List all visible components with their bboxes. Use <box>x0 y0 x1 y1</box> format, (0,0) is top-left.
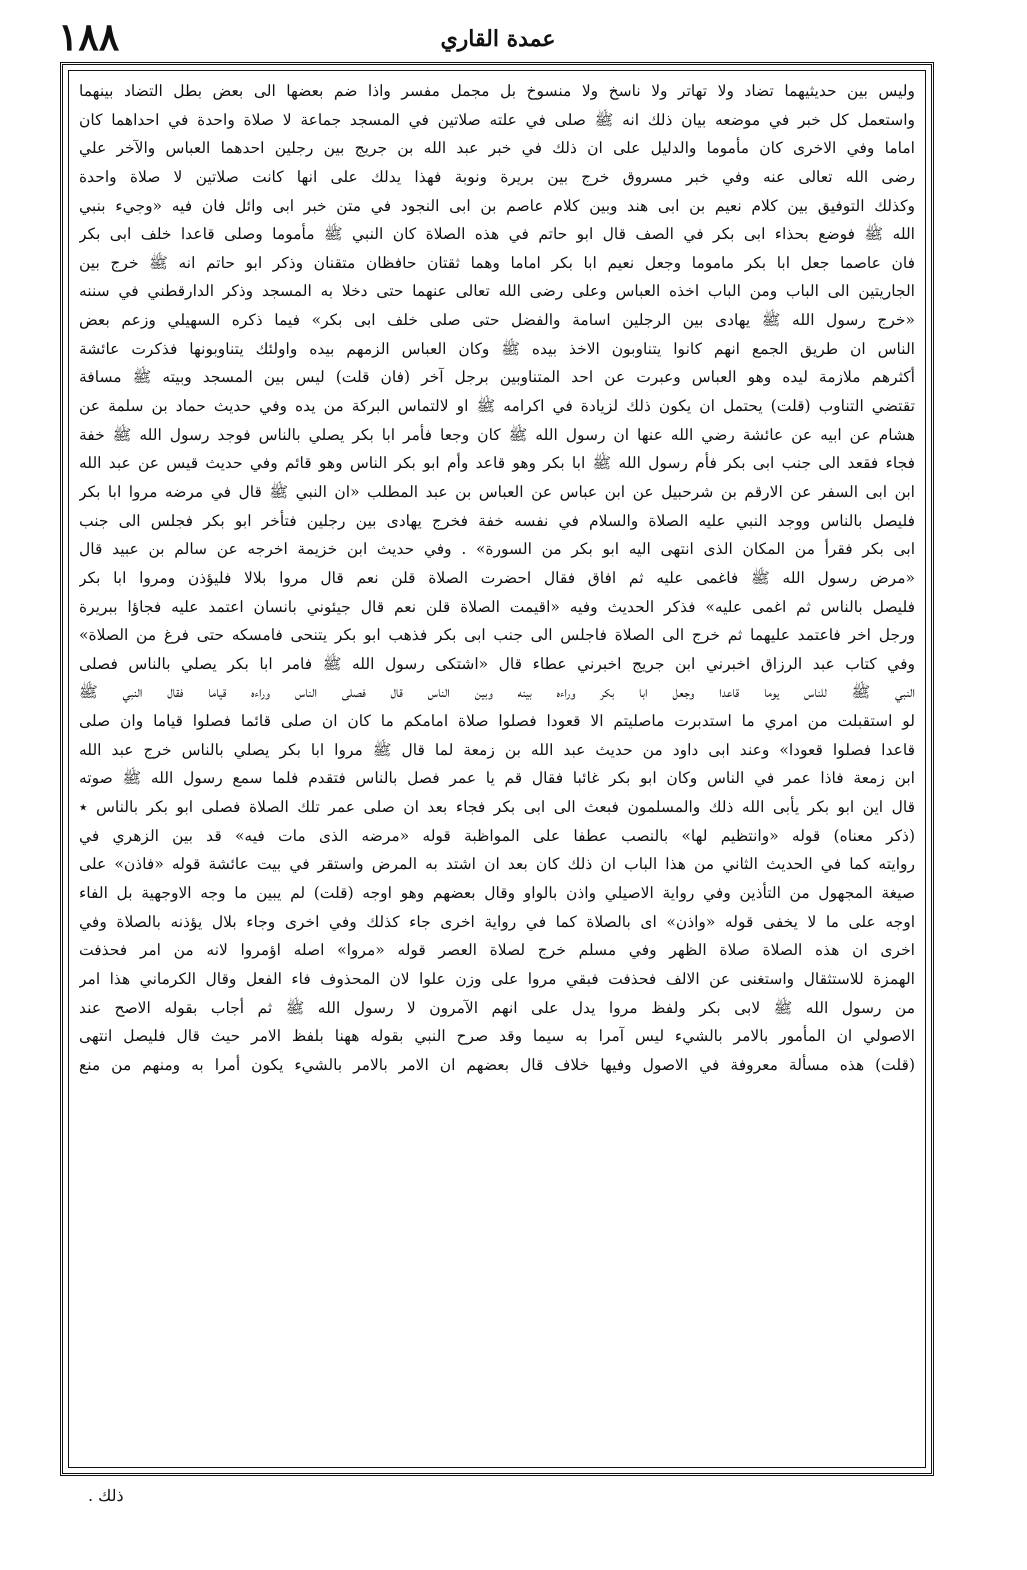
page-number: ١٨٨ <box>58 14 120 59</box>
text-line: فليصل بالناس ثم اغمى عليه» فذكر الحديث وفيه «اقيمت الصلاة قلن نعم قال جيئوني بانسان اعتمد عليه فجاؤا ببريرة <box>79 597 915 616</box>
text-line: واستعمل كل خبر في موضعه بيان ذلك انه ﷺ صلى في علته صلاتين في المسجد جماعة لا صلاة واحدة في احداهما كان <box>79 110 915 129</box>
text-line: ابى بكر فقرأ من المكان الذى انتهى اليه ابو بكر من السورة» . وفي حديث ابن خزيمة اخرجه عن سالم بن عبيد قال <box>79 540 915 559</box>
text-line: وليس بين حديثيهما تضاد ولا تهاتر ولا ناسخ ولا منسوخ بل مجمل مفسر واذا ضم بعضها الى بعض بطل التضاد بينهما <box>79 82 915 100</box>
text-line: لو استقبلت من امري ما استدبرت ماصليتم الا قعودا فصلوا صلاة امامكم ما كان ان صلى قائما فصلوا قياما وان صلى <box>79 712 915 731</box>
text-line: ورجل اخر فاعتمد عليهما ثم خرج الى الصلاة فاجلس الى جنب ابى بكر فذهب ابو بكر يتنحى فامسكه حتى فرغ من الصلاة» <box>79 626 915 645</box>
page-frame-inner-rule <box>68 70 926 1468</box>
text-line: من رسول الله ﷺ لابى بكر ولفظ مروا يدل على انهم الآمرون لا رسول الله ﷺ ثم أجاب بقوله الاصح عند <box>79 998 915 1017</box>
text-line: قال اين ابو بكر يأبى الله ذلك والمسلمون فبعث الى ابى بكر فجاء بعد ان صلى عمر تلك الصلاة فصلى ابو بكر بالناس ٭ <box>79 798 915 817</box>
text-line: فجاء فقعد الى جنب ابى بكر فأم رسول الله ﷺ ابا بكر وهو قاعد وأم ابو بكر الناس وهو قائم وفي حديث قيس عن عبد الله <box>79 454 915 473</box>
text-line: الجاريتين الى الباب ومن الباب اخذه العباس وعلى رضى الله تعالى عنهما حتى دخلا به المسجد وذكر الدارقطني في سننه <box>79 282 915 301</box>
text-line: صيغة المجهول من التأذين وفي رواية الاصيلي واذن بالواو وقال بعضهم وهو اوجه (قلت) لم يبين ما وجه الاوجهية بل الفاء <box>79 883 915 902</box>
text-line: روايته كما في الحديث الثاني من هذا الباب ان ذلك كان بعد ان اشتد به المرض واستقر في بيت عائشة قوله «فاذن» على <box>79 855 915 874</box>
text-line: فان عاصما جعل ابا بكر ماموما وجعل نعيم ابا بكر اماما وهما ثقتان حافظان متقنان وذكر ابو حاتم انه ﷺ خرج بين <box>79 253 915 272</box>
text-line: أكثرهم ملازمة ليده وهو العباس وعبرت عن احد المتناوبين برجل آخر (فان قلت) ليس بين المسجد وبيته ﷺ مسافة <box>79 368 915 387</box>
running-title: عمدة القاري <box>440 26 556 52</box>
text-line: فليصل بالناس ووجد النبي عليه الصلاة والسلام في نفسه خفة فخرج يهادى بين رجلين فتأخر ابو بكر فجلس الى جنب <box>79 511 915 530</box>
text-line: «خرج رسول الله ﷺ يهادى بين الرجلين اسامة والفضل حتى صلى خلف ابى بكر» فيما ذكره السهيلي وزعم بعض <box>79 311 915 330</box>
text-line: وفي كتاب عبد الرزاق اخبرني ابن جريج اخبرني عطاء قال «اشتكى رسول الله ﷺ فامر ابا بكر يصلي بالناس فصلى <box>79 654 915 673</box>
text-line: قاعدا فصلوا قعودا» وعند ابى داود من حديث عبد الله بن زمعة لما قال ﷺ مروا ابا بكر يصلي بالناس خرج عبد الله <box>79 740 915 759</box>
text-line: اماما وفي الاخرى كان مأموما والدليل على ان ذلك في خبر عبد الله بن جريج بين رجلين احدهما العباس والآخر علي <box>79 139 915 158</box>
text-line: رضى الله تعالى عنه وفي خبر مسروق خرج بين بريرة ونوبة فهذا يدلك على انها كانت صلاتين لا صلاة واحدة <box>79 167 915 186</box>
text-line: الاصولي ان المأمور بالامر بالشيء ليس آمرا به سيما وقد صرح النبي بقوله ههنا بلفظ الامر حيث قال فليصل انتهى <box>79 1027 915 1046</box>
text-line: (قلت) هذه مسألة معروفة في الاصول وفيها خلاف قال بعضهم ان الامر بالامر بالشيء يكون أمرا به ومنهم من منع <box>79 1055 915 1074</box>
catchword: ذلك . <box>88 1486 124 1505</box>
text-line: اخرى ان هذه الصلاة صلاة الظهر وفي مسلم خرج لصلاة العصر قوله «مروا» اصله اؤمروا لانه من امر فحذفت <box>79 941 915 960</box>
text-line: الله ﷺ فوضع بحذاء ابى بكر في الصف قال ابو حاتم في هذه الصلاة كان النبي ﷺ مأموما وصلى قاعدا خلف ابى بكر <box>79 225 915 244</box>
page-frame <box>60 62 934 1476</box>
text-line: وكذلك التوفيق بين كلام نعيم بن ابى هند وبين كلام عاصم بن ابى النجود في متن خبر ابى وائل فان فيه «وجيء بنبي <box>79 196 915 215</box>
text-line: الهمزة للاستثقال واستغنى عن الالف فحذفت فبقي مروا على وزن علوا لان المحذوف فاء الفعل وقال الكرماني هذا امر <box>79 969 915 988</box>
text-line: الناس ان طريق الجمع انهم كانوا يتناوبون الاخذ بيده ﷺ وكان العباس الزمهم بيده واولئك يتناوبونها فذكرت عائشة <box>79 339 915 358</box>
text-line: ابن زمعة فاذا عمر في الناس وكان ابو بكر غائبا فقال قم يا عمر فصل بالناس فتقدم فلما سمع رسول الله ﷺ صوته <box>79 769 915 788</box>
text-line: اوجه على ما لا يخفى قوله «واذن» اى بالصلاة كما في رواية اخرى جاء كذلك وفي اخرى وجاء بلال يؤذنه بالصلاة وفي <box>79 912 915 931</box>
text-line: «مرض رسول الله ﷺ فاغمى عليه ثم افاق فقال احضرت الصلاة قلن نعم قال مروا بلالا فليؤذن ومروا ابا بكر <box>79 568 915 587</box>
text-line: (ذكر معناه) قوله «وانتظيم لها» بالنصب عطفا على المواظبة قوله «مرضه الذى مات فيه» قد بين الزهري في <box>79 826 915 845</box>
text-line: تقتضي التناوب (قلت) يحتمل ان يكون ذلك لزيادة في اكرامه ﷺ او لالتماس البركة من يده وفي حديث حماد بن سلمة عن <box>79 397 915 416</box>
text-line: هشام عن ابيه عن عائشة رضي الله عنها ان رسول الله ﷺ كان وجعا فأمر ابا بكر يصلي بالناس فوجد رسول الله ﷺ خفة <box>79 425 915 444</box>
text-line: النبي ﷺ للناس يوما قاعدا وجعل ابا بكر وراءه بينه وبين الناس قال فصلى الناس وراءه قياما فقال النبي ﷺ <box>79 683 915 702</box>
page-header <box>58 12 938 62</box>
main-text-block <box>79 77 915 1463</box>
text-line: ابن ابى السفر عن الارقم بن شرحبيل عن ابن عباس عن العباس بن عبد المطلب «ان النبي ﷺ قال في مرضه مروا ابا بكر <box>79 482 915 501</box>
